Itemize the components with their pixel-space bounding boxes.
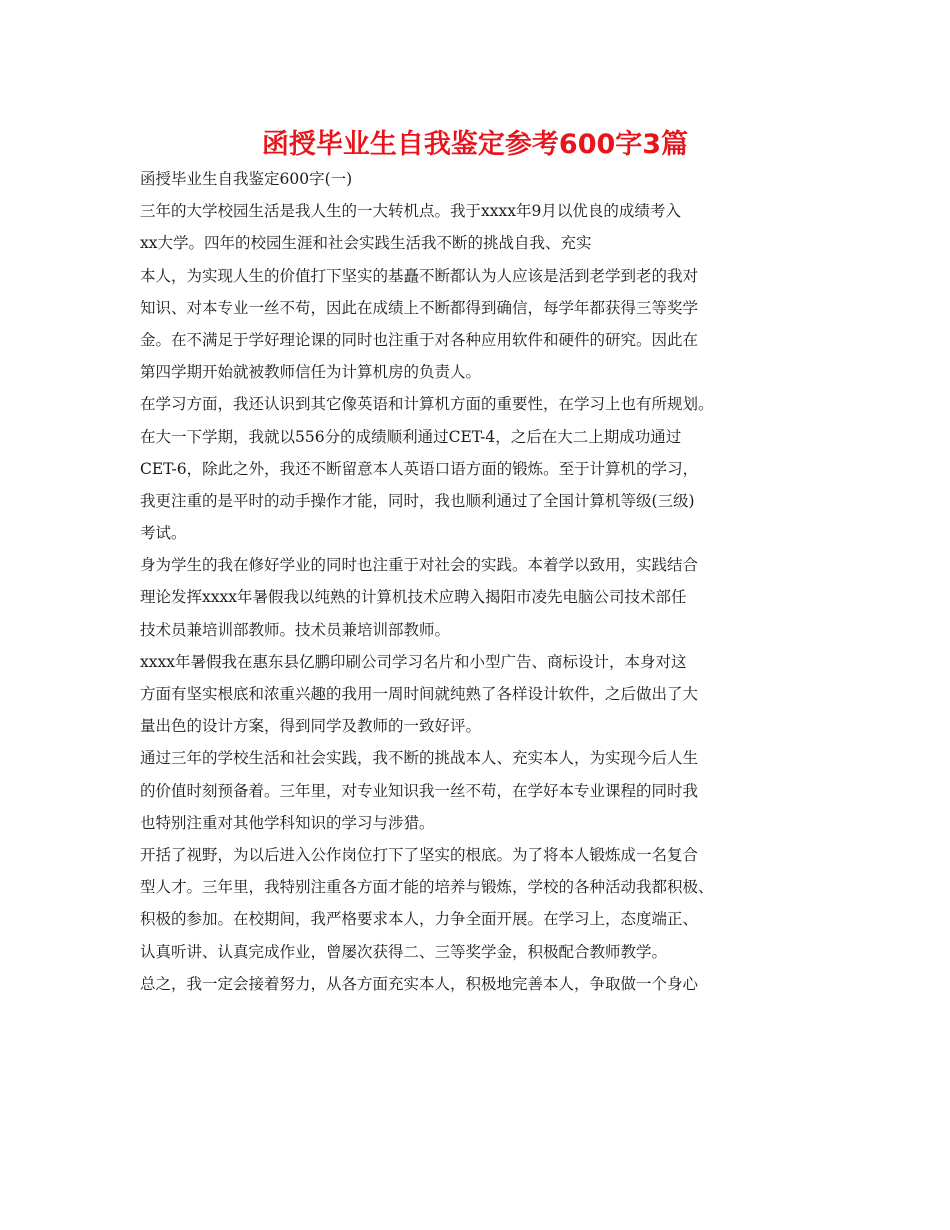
text-line: 通过三年的学校生活和社会实践，我不断的挑战本人、充实本人，为实现今后人生: [140, 749, 699, 768]
text-line: 三年的大学校园生活是我人生的一大转机点。我于xxxx年9月以优良的成绩考入: [140, 202, 681, 221]
text-line: 开括了视野，为以后进入公作岗位打下了坚实的根底。为了将本人锻炼成一名复合: [140, 845, 699, 864]
text-line: 考试。: [140, 524, 187, 543]
text-line: 总之，我一定会接着努力，从各方面充实本人，积极地完善本人，争取做一个身心: [140, 974, 699, 993]
text-line: 身为学生的我在修好学业的同时也注重于对社会的实践。本着学以致用，实践结合: [140, 556, 699, 575]
text-line: 型人才。三年里，我特别注重各方面才能的培养与锻炼，学校的各种活动我都积极、: [140, 878, 714, 897]
text-line: 第四学期开始就被教师信任为计算机房的负责人。: [140, 363, 482, 382]
text-line: CET-6，除此之外，我还不断留意本人英语口语方面的锻炼。至于计算机的学习，: [140, 459, 699, 478]
text-line: 认真听讲、认真完成作业，曾屡次获得二、三等奖学金，积极配合教师教学。: [140, 942, 668, 961]
text-line: 在大一下学期，我就以556分的成绩顺利通过CET-4，之后在大二上期成功通过: [140, 427, 682, 446]
text-line: 积极的参加。在校期间，我严格要求本人，力争全面开展。在学习上，态度端正、: [140, 910, 699, 929]
text-line: 理论发挥xxxx年暑假我以纯熟的计算机技术应聘入揭阳市凌先电脑公司技术部任: [140, 588, 687, 607]
text-line: xx大学。四年的校园生涯和社会实践生活我不断的挑战自我、充实: [140, 234, 592, 253]
text-line: 本人，为实现人生的价值打下坚实的基矗不断都认为人应该是活到老学到老的我对: [140, 266, 699, 285]
text-line: 技术员兼培训部教师。技术员兼培训部教师。: [140, 620, 451, 639]
text-line: 方面有坚实根底和浓重兴趣的我用一周时间就纯熟了各样设计软件，之后做出了大: [140, 685, 699, 703]
text-line: 知识、对本专业一丝不苟，因此在成绩上不断都得到确信，每学年都获得三等奖学: [140, 298, 699, 317]
document-title: 函授毕业生自我鉴定参考600字3篇: [261, 129, 689, 160]
text-line: 我更注重的是平时的动手操作才能，同时，我也顺利通过了全国计算机等级(三级): [140, 491, 695, 510]
text-line: xxxx年暑假我在惠东县亿鹏印刷公司学习名片和小型广告、商标设计，本身对这: [140, 652, 687, 671]
text-line: 的价值时刻预备着。三年里，对专业知识我一丝不苟，在学好本专业课程的同时我: [140, 781, 699, 800]
text-line: 也特别注重对其他学科知识的学习与涉猎。: [140, 813, 435, 832]
text-line: 在学习方面，我还认识到其它像英语和计算机方面的重要性，在学习上也有所规划。: [140, 395, 714, 414]
text-line: 金。在不满足于学好理论课的同时也注重于对各种应用软件和硬件的研究。因此在: [140, 330, 699, 349]
text-line: 函授毕业生自我鉴定600字(一): [140, 170, 353, 188]
document-body: [140, 163, 840, 1000]
text-line: 量出色的设计方案，得到同学及教师的一致好评。: [140, 717, 482, 736]
